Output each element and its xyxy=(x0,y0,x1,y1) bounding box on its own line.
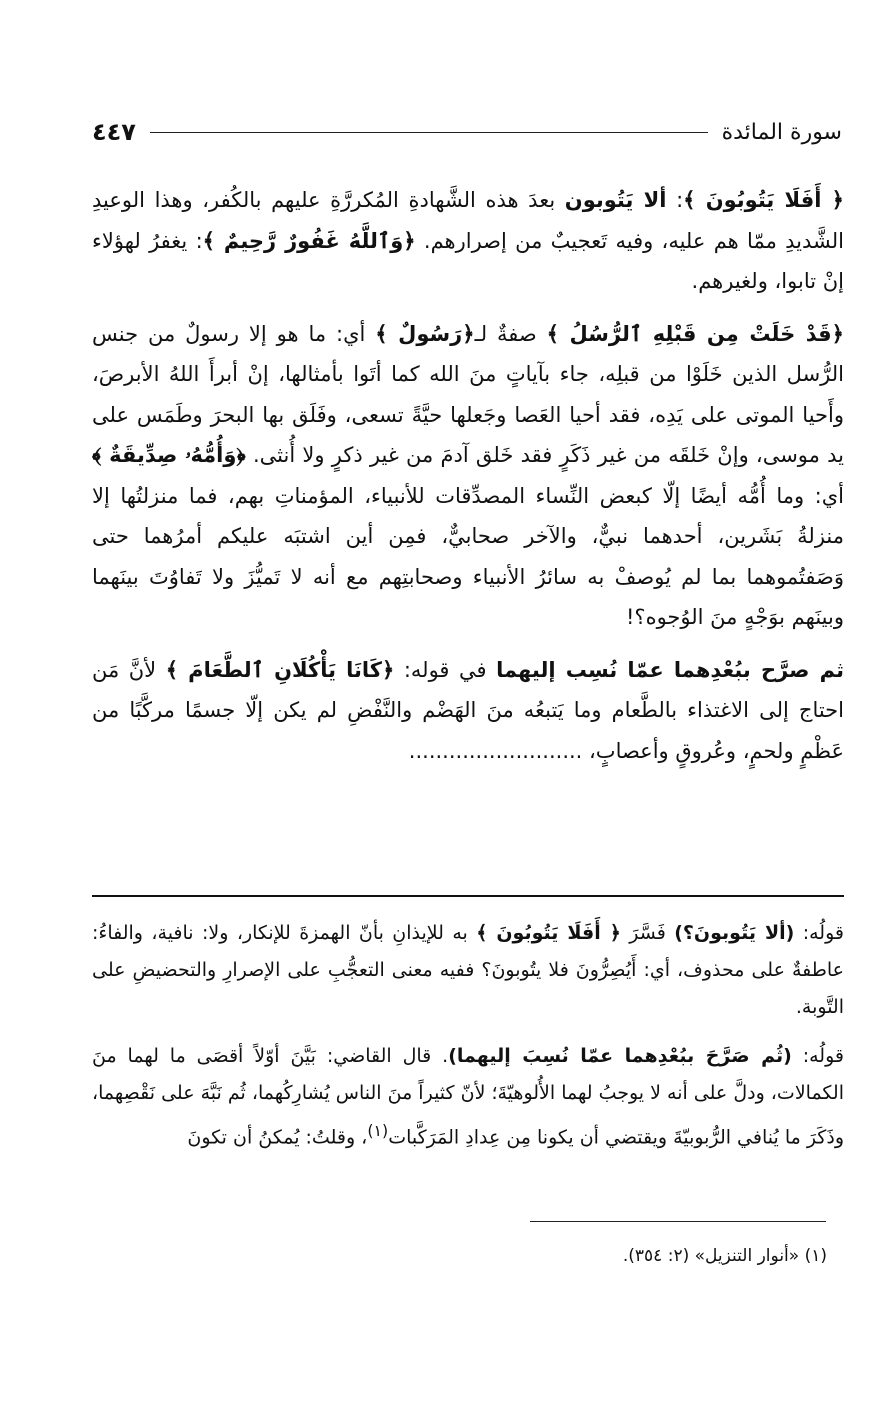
text-run: أي: ما هو إلا رسولٌ من جنس الرُّسل الذين خَلَوْا من قبلِه، جاء بآياتٍ منَ الله كما أتَوا بأمثالها، إنْ أبرأَ اللهُ الأبرصَ، وأَحيا الموتى على يَدِه، فقد أحيا العَصا وجَعلها حيَّةً تسعى، وفَلَق بها البحرَ وطَمَس على يد موسى، وإنْ خَلقَه من غير ذَكَرٍ فقد خَلق آدمَ من غير ذكرٍ ولا أُنثى. xyxy=(92,321,845,467)
quran-verse: ﴿وَأُمُّهُۥ صِدِّيقَةٌ ﴾ xyxy=(92,443,246,467)
commentary-text xyxy=(92,915,844,1168)
footnote-rule xyxy=(530,1221,826,1222)
main-text xyxy=(92,180,844,783)
commentary-paragraph xyxy=(92,915,844,1026)
text-run: لأنَّ مَن احتاج إلى الاغتذاء بالطَّعام وما يَتبعُه منَ الهَضْم والنَّفْضِ لم يكن إلّا جسمًا مركَّبًا من عَظْمٍ ولحمٍ، وعُروقٍ وأعصابٍ، .......................... xyxy=(92,657,844,763)
text-run: قولُه: xyxy=(791,1045,844,1067)
commentary-paragraph xyxy=(92,1038,844,1156)
bold-phrase: ألا يَتُوبون xyxy=(564,188,667,212)
quran-verse: ﴿ أَفَلَا يَتُوبُونَ ﴾ xyxy=(476,922,621,944)
quran-verse: ﴿رَسُولٌ ﴾ xyxy=(375,321,475,346)
main-paragraph xyxy=(92,180,844,302)
text-run: ، وقلتُ: يُمكنُ أن تكونَ xyxy=(187,1126,368,1149)
header-rule xyxy=(150,132,708,133)
text-run: أي: وما أُمُّه أيضًا إلّا كبعض النِّساء المصدِّقات للأنبياء، المؤمناتِ بهم، فما منزلتُها إلا منزلةُ بَشَرين، أحدهما نبيٌّ، والآخر صحابيٌّ، فمِن أين اشتبَه عليكم أمرُهما حتى وَصَفتُموهما بما لم يُوصفْ به سائرُ الأنبياء وصحابتِهم مع أنه لا تَميُّزَ ولا تَفاوُتَ بينَهما وبينَهم بوَجْهٍ منَ الوُجوه؟! xyxy=(92,483,844,629)
surah-name: سورة المائدة xyxy=(721,119,842,145)
main-commentary-separator xyxy=(92,895,844,897)
main-paragraph xyxy=(92,314,844,638)
quran-verse: ﴿قَدْ خَلَتْ مِن قَبْلِهِ ٱلرُّسُلُ ﴾ xyxy=(546,321,844,346)
text-run: . قال القاضي: بَيَّنَ أوّلاً أقصَى ما لهما منَ الكمالات، ودلَّ على أنه لا يوجبُ لهما الأُلوهيّةَ؛ لأنّ كثيراً منَ الناس يُشارِكُهما، ثُم نَبَّهَ على نَقْصِهما، وذَكَرَ ما يُنافي الرُّبوبيّةَ ويقتضي أن يكونا مِن عِدادِ المَرَكَّبات xyxy=(92,1045,844,1149)
text-run: قولُه: xyxy=(794,922,844,944)
bold-phrase: ثم صرَّح ببُعْدِهما عمّا نُسِب إليهما xyxy=(496,657,844,682)
bold-phrase: (ثُم صَرَّحَ ببُعْدِهما عمّا نُسِبَ إليهما) xyxy=(448,1045,792,1067)
page-header xyxy=(92,112,842,152)
text-run: في قوله: xyxy=(394,657,497,682)
bold-phrase: (ألا يَتُوبونَ؟) xyxy=(674,922,795,944)
text-run: بعدَ هذه الشَّهادةِ المُكررَّةِ عليهم بالكُفر، وهذا الوعيدِ الشَّديدِ ممّا هم عليه، وفيه تَعجيبٌ من إصرارهم. xyxy=(92,188,844,253)
text-run: صفةٌ لـ xyxy=(474,321,547,346)
quran-verse: ﴿ أَفَلَا يَتُوبُونَ ﴾ xyxy=(683,188,844,212)
text-run: : يغفرُ لهؤلاء إنْ تابوا، ولغيرهم. xyxy=(92,228,844,293)
text-run: فَسَّرَ xyxy=(620,922,675,944)
quran-verse: ﴿كَانَا يَأْكُلَانِ ٱلطَّعَامَ ﴾ xyxy=(165,657,395,682)
page-number: ٤٤٧ xyxy=(92,118,136,146)
main-paragraph xyxy=(92,650,844,772)
text-run: : xyxy=(666,188,684,212)
text-run: به للإيذانِ بأنّ الهمزةَ للإنكار، ولا: نافية، والفاءُ: عاطفةٌ على محذوف، أي: أَيُصِرُّونَ فلا يتُوبونَ؟ ففيه معنى التعجُّبِ على الإصرارِ والتحضيضِ على التَّوبة. xyxy=(92,922,844,1018)
footnote: (١) «أنوار التنزيل» (٢: ٣٥٤). xyxy=(622,1246,827,1266)
quran-verse: ﴿وَٱللَّهُ غَفُورٌ رَّحِيمٌ ﴾ xyxy=(202,228,416,253)
footnote-marker: (١) xyxy=(367,1121,389,1140)
